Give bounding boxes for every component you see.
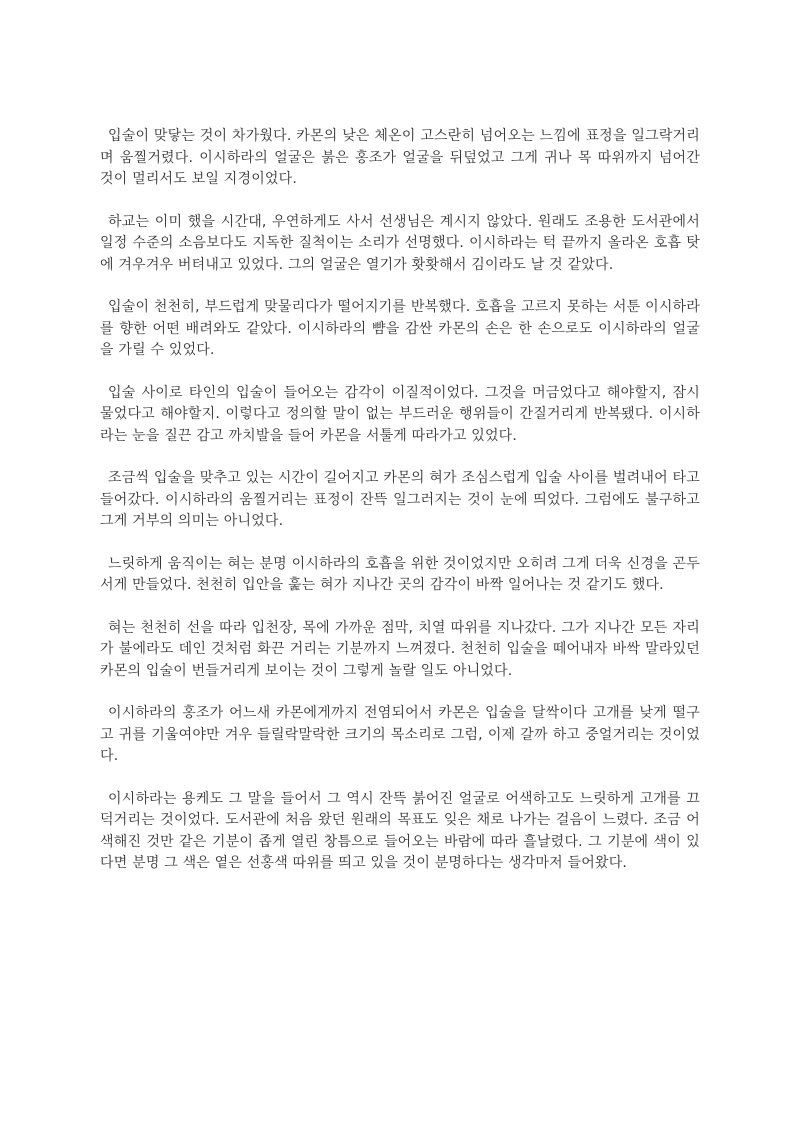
paragraph: 느릿하게 움직이는 혀는 분명 이시하라의 호흡을 위한 것이었지만 오히려 그게 더욱 신경을 곤두서게 만들었다. 천천히 입안을 훑는 혀가 지나간 곳의 감각이 바짝 일어나는 것 같기도 했다.: [100, 555, 700, 593]
paragraph: 조금씩 입술을 맞추고 있는 시간이 길어지고 카몬의 혀가 조심스럽게 입술 사이를 벌려내어 타고 들어갔다. 이시하라의 움찔거리는 표정이 잔뜩 일그러지는 것이 눈에 띄었다. 그럼에도 불구하고 그게 거부의 의미는 아니었다.: [100, 470, 700, 529]
paragraph: 이시하라의 홍조가 어느새 카몬에게까지 전염되어서 카몬은 입술을 달싹이다 고개를 낮게 떨구고 귀를 기울여야만 겨우 들릴락말락한 크기의 목소리로 그럼, 이제 갈까 하고 중얼거리는 것이었다.: [100, 705, 700, 764]
paragraph: 입술이 천천히, 부드럽게 맞물리다가 떨어지기를 반복했다. 호흡을 고르지 못하는 서툰 이시하라를 향한 어떤 배려와도 같았다. 이시하라의 뺨을 감싼 카몬의 손은 한 손으로도 이시하라의 얼굴을 가릴 수 있었다.: [100, 299, 700, 358]
paragraph: 혀는 천천히 선을 따라 입천장, 목에 가까운 점막, 치열 따위를 지나갔다. 그가 지나간 모든 자리가 불에라도 데인 것처럼 화끈 거리는 기분까지 느껴졌다. 천천히 입술을 떼어내자 바싹 말라있던 카몬의 입술이 번들거리게 보이는 것이 그렇게 놀랄 일도 아니었다.: [100, 619, 700, 679]
paragraph: 이시하라는 용케도 그 말을 들어서 그 역시 잔뜩 붉어진 얼굴로 어색하고도 느릿하게 고개를 끄덕거리는 것이었다. 도서관에 처음 왔던 원래의 목표도 잊은 채로 나가는 걸음이 느렸다. 조금 어색해진 것만 같은 기분이 좁게 열린 창틈으로 들어오는 바람에 따라 흘날렸다. 그 기분에 색이 있다면 분명 그 색은 옅은 선홍색 따위를 띄고 있을 것이 분명하다는 생각마저 들어왔다.: [100, 790, 700, 871]
paragraph: 하교는 이미 했을 시간대, 우연하게도 사서 선생님은 계시지 않았다. 원래도 조용한 도서관에서 일정 수준의 소음보다도 지독한 질척이는 소리가 선명했다. 이시하라는 턱 끝까지 올라온 호흡 탓에 겨우겨우 버텨내고 있었다. 그의 얼굴은 열기가 홧홧해서 김이라도 날 것 같았다.: [100, 213, 700, 273]
paragraph: 입술이 맞닿는 것이 차가웠다. 카몬의 낮은 체온이 고스란히 넘어오는 느낌에 표정을 일그락거리며 움찔거렸다. 이시하라의 얼굴은 붉은 홍조가 얼굴을 뒤덮었고 그게 귀나 목 따위까지 넘어간 것이 멀리서도 보일 지경이었다.: [100, 128, 700, 187]
paragraph: 입술 사이로 타인의 입술이 들어오는 감각이 이질적이었다. 그것을 머금었다고 해야할지, 잠시 물었다고 해야할지. 이렇다고 정의할 말이 없는 부드러운 행위들이 간질거리게 반복됐다. 이시하라는 눈을 질끈 감고 까치발을 들어 카몬을 서툴게 따라가고 있었다.: [100, 384, 700, 444]
